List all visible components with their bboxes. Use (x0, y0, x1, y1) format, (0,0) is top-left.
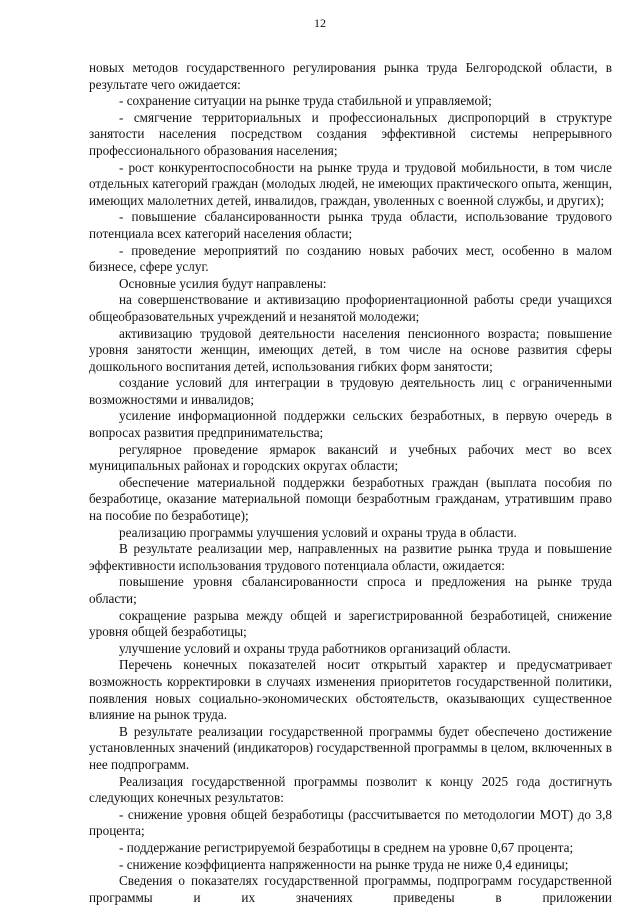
paragraph: Перечень конечных показателей носит открытый характер и предусматривает возможность корректировки в случаях изменения приоритетов государственной политики, появления новых социально-экономических обстоятельств, оказывающих существенное влияние на рынок труда. (89, 657, 612, 723)
paragraph: регулярное проведение ярмарок вакансий и учебных рабочих мест во всех муниципальных районах и городских округах области; (89, 441, 612, 474)
paragraph: - смягчение территориальных и профессиональных диспропорций в структуре занятости населения посредством создания эффективной системы непрерывного профессионального образования населения; (89, 109, 612, 158)
paragraph: В результате реализации мер, направленных на развитие рынка труда и повышение эффективности использования трудового потенциала области, ожидается: (89, 541, 612, 573)
page-number: 12 (314, 16, 326, 30)
paragraph: создание условий для интеграции в трудовую деятельность лиц с ограниченными возможностями и инвалидов; (89, 375, 612, 407)
paragraph: - снижение уровня общей безработицы (рассчитывается по методологии МОТ) до 3,8 процента; (89, 806, 612, 839)
paragraph: - проведение мероприятий по созданию новых рабочих мест, особенно в малом бизнесе, сфере услуг. (89, 242, 612, 275)
document-body (89, 60, 612, 906)
paragraph: улучшение условий и охраны труда работников организаций области. (119, 640, 511, 656)
paragraph: В результате реализации государственной программы будет обеспечено достижение установленных значений (индикаторов) государственной программы в целом, включенных в нее подпрограмм. (89, 723, 612, 772)
paragraph: Сведения о показателях государственной программы, подпрограмм государственной программы и их значениях приведены в приложении (89, 873, 612, 905)
paragraph: Основные усилия будут направлены: (119, 275, 327, 291)
paragraph: - поддержание регистрируемой безработицы в среднем на уровне 0,67 процента; (119, 839, 574, 855)
paragraph: - снижение коэффициента напряженности на рынке труда не ниже 0,4 единицы; (119, 856, 569, 872)
paragraph: новых методов государственного регулирования рынка труда Белгородской области, в результате чего ожидается: (89, 60, 612, 92)
paragraph: реализацию программы улучшения условий и охраны труда в области. (119, 524, 517, 540)
paragraph: - сохранение ситуации на рынке труда стабильной и управляемой; (119, 93, 492, 109)
paragraph: - повышение сбалансированности рынка труда области, использование трудового потенциала всех категорий населения области; (89, 209, 612, 241)
paragraph: - рост конкурентоспособности на рынке труда и трудовой мобильности, в том числе отдельных категорий граждан (молодых людей, не имеющих практического опыта, женщин, имеющих малолетних детей, инвалидов, граждан, уволенных с военной службы, и других); (89, 159, 612, 208)
paragraph: усиление информационной поддержки сельских безработных, в первую очередь в вопросах развития предпринимательства; (89, 408, 612, 441)
paragraph: повышение уровня сбалансированности спроса и предложения на рынке труда области; (89, 574, 612, 606)
paragraph: активизацию трудовой деятельности населения пенсионного возраста; повышение уровня занятости женщин, имеющих детей, в том числе на основе развития сферы дошкольного воспитания детей, использования гибких форм занятости; (89, 325, 612, 374)
paragraph: обеспечение материальной поддержки безработных граждан (выплата пособия по безработице, оказание материальной помощи безработным гражданам, утратившим право на пособие по безработице); (89, 474, 612, 524)
paragraph: на совершенствование и активизацию профориентационной работы среди учащихся общеобразовательных учреждений и незанятой молодежи; (89, 292, 612, 324)
paragraph: Реализация государственной программы позволит к концу 2025 года достигнуть следующих конечных результатов: (89, 773, 612, 806)
paragraph: сокращение разрыва между общей и зарегистрированной безработицей, снижение уровня общей безработицы; (89, 607, 612, 640)
